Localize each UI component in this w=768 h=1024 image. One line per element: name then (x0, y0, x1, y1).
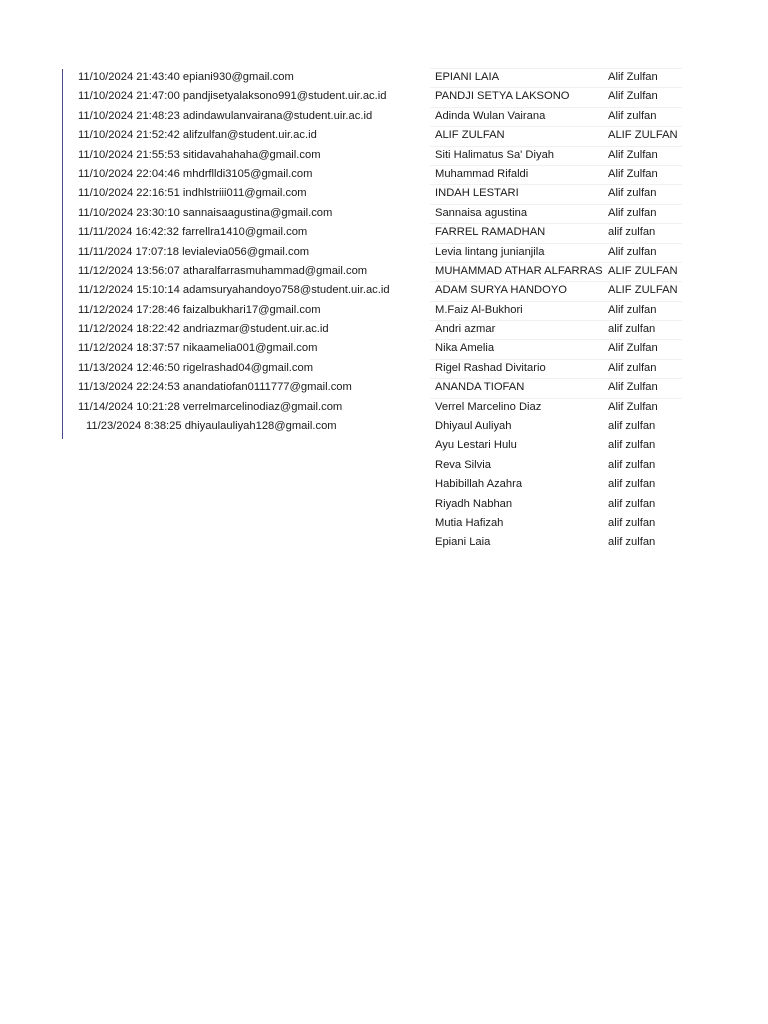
table-row (0, 68, 768, 87)
table-row (0, 262, 768, 281)
recorder-cell: alif zulfan (608, 536, 656, 549)
table-row (0, 378, 768, 397)
recorder-cell: alif zulfan (608, 439, 656, 452)
table-row (0, 533, 768, 552)
name-cell: ALIF ZULFAN (435, 129, 505, 142)
name-cell: Muhammad Rifaldi (435, 167, 529, 180)
recorder-cell: alif zulfan (608, 226, 656, 239)
table-row (0, 165, 768, 184)
table-row (0, 475, 768, 494)
recorder-cell: Alif zulfan (608, 109, 657, 122)
name-cell: ADAM SURYA HANDOYO (435, 284, 567, 297)
table-row (0, 514, 768, 533)
name-cell: Levia lintang junianjila (435, 245, 545, 258)
table-row (0, 495, 768, 514)
name-cell: Dhiyaul Auliyah (435, 420, 512, 433)
table-row (0, 223, 768, 242)
name-cell: INDAH LESTARI (435, 187, 519, 200)
timestamp-email-cell: 11/10/2024 21:48:23 adindawulanvairana@student.uir.ac.id (78, 109, 373, 122)
table-row (0, 359, 768, 378)
timestamp-email-cell: 11/14/2024 10:21:28 verrelmarcelinodiaz@gmail.com (78, 400, 343, 413)
table-row (0, 204, 768, 223)
name-cell: Adinda Wulan Vairana (435, 109, 546, 122)
recorder-cell: Alif Zulfan (608, 400, 658, 413)
timestamp-email-cell: 11/10/2024 22:16:51 indhlstriii011@gmail.com (78, 187, 307, 200)
recorder-cell: Alif zulfan (608, 187, 657, 200)
name-cell: ANANDA TIOFAN (435, 381, 525, 394)
timestamp-email-cell: 11/11/2024 16:42:32 farrellra1410@gmail.com (78, 226, 308, 239)
recorder-cell: ALIF ZULFAN (608, 129, 678, 142)
recorder-cell: Alif Zulfan (608, 342, 658, 355)
table-row (0, 107, 768, 126)
recorder-cell: ALIF ZULFAN (608, 264, 678, 277)
table-row (0, 146, 768, 165)
name-cell: EPIANI LAIA (435, 71, 500, 83)
recorder-cell: alif zulfan (608, 497, 656, 510)
name-cell: Andri azmar (435, 323, 496, 336)
recorder-cell: Alif zulfan (608, 303, 657, 316)
timestamp-email-cell: 11/23/2024 8:38:25 dhiyaulauliyah128@gmail.com (86, 420, 337, 433)
recorder-cell: alif zulfan (608, 323, 656, 336)
name-cell: Sannaisa agustina (435, 206, 528, 219)
name-cell: Mutia Hafizah (435, 516, 504, 529)
timestamp-email-cell: 11/12/2024 18:37:57 nikaamelia001@gmail.com (78, 342, 318, 355)
table-row (0, 339, 768, 358)
name-cell: Verrel Marcelino Diaz (435, 400, 542, 413)
name-cell: Rigel Rashad Divitario (435, 361, 546, 374)
name-cell: Nika Amelia (435, 342, 495, 355)
recorder-cell: Alif zulfan (608, 361, 657, 374)
spreadsheet-table (0, 68, 768, 553)
timestamp-email-cell: 11/11/2024 17:07:18 levialevia056@gmail.com (78, 245, 310, 258)
timestamp-email-cell: 11/13/2024 12:46:50 rigelrashad04@gmail.com (78, 361, 314, 374)
timestamp-email-cell: 11/12/2024 15:10:14 adamsuryahandoyo758@student.uir.ac.id (78, 284, 390, 297)
table-row (0, 281, 768, 300)
recorder-cell: alif zulfan (608, 478, 656, 491)
timestamp-email-cell: 11/12/2024 13:56:07 atharalfarrasmuhammad@gmail.com (78, 264, 368, 277)
recorder-cell: Alif Zulfan (608, 167, 658, 180)
recorder-cell: Alif Zulfan (608, 71, 658, 83)
recorder-cell: alif zulfan (608, 420, 656, 433)
table-row (0, 87, 768, 106)
table-row (0, 456, 768, 475)
table-row (0, 126, 768, 145)
table-row (0, 436, 768, 455)
timestamp-email-cell: 11/10/2024 21:52:42 alifzulfan@student.uir.ac.id (78, 129, 317, 142)
table-row (0, 301, 768, 320)
name-cell: M.Faiz Al-Bukhori (435, 303, 523, 316)
recorder-cell: alif zulfan (608, 516, 656, 529)
recorder-cell: Alif Zulfan (608, 381, 658, 394)
name-cell: PANDJI SETYA LAKSONO (435, 90, 570, 103)
name-cell: Siti Halimatus Sa' Diyah (435, 148, 555, 161)
timestamp-email-cell: 11/10/2024 21:55:53 sitidavahahaha@gmail.com (78, 148, 321, 161)
timestamp-email-cell: 11/10/2024 21:47:00 pandjisetyalaksono991@student.uir.ac.id (78, 90, 387, 103)
recorder-cell: Alif zulfan (608, 206, 657, 219)
table-row (0, 320, 768, 339)
timestamp-email-cell: 11/10/2024 23:30:10 sannaisaagustina@gmail.com (78, 206, 333, 219)
name-cell: Ayu Lestari Hulu (435, 439, 517, 452)
table-row (0, 184, 768, 203)
timestamp-email-cell: 11/10/2024 21:43:40 epiani930@gmail.com (78, 71, 294, 83)
name-cell: Epiani Laia (435, 536, 491, 549)
recorder-cell: Alif Zulfan (608, 90, 658, 103)
recorder-cell: ALIF ZULFAN (608, 284, 678, 297)
name-cell: MUHAMMAD ATHAR ALFARRAS (435, 264, 603, 277)
recorder-cell: Alif Zulfan (608, 148, 658, 161)
timestamp-email-cell: 11/12/2024 17:28:46 faizalbukhari17@gmail.com (78, 303, 321, 316)
table-row (0, 417, 768, 436)
name-cell: FARREL RAMADHAN (435, 226, 546, 239)
timestamp-email-cell: 11/10/2024 22:04:46 mhdrflldi3105@gmail.com (78, 167, 313, 180)
recorder-cell: alif zulfan (608, 458, 656, 471)
timestamp-email-cell: 11/13/2024 22:24:53 anandatiofan0111777@gmail.com (78, 381, 352, 394)
name-cell: Habibillah Azahra (435, 478, 523, 491)
name-cell: Riyadh Nabhan (435, 497, 513, 510)
timestamp-email-cell: 11/12/2024 18:22:42 andriazmar@student.uir.ac.id (78, 323, 329, 336)
table-row (0, 243, 768, 262)
table-row (0, 398, 768, 417)
name-cell: Reva Silvia (435, 458, 491, 471)
recorder-cell: Alif zulfan (608, 245, 657, 258)
